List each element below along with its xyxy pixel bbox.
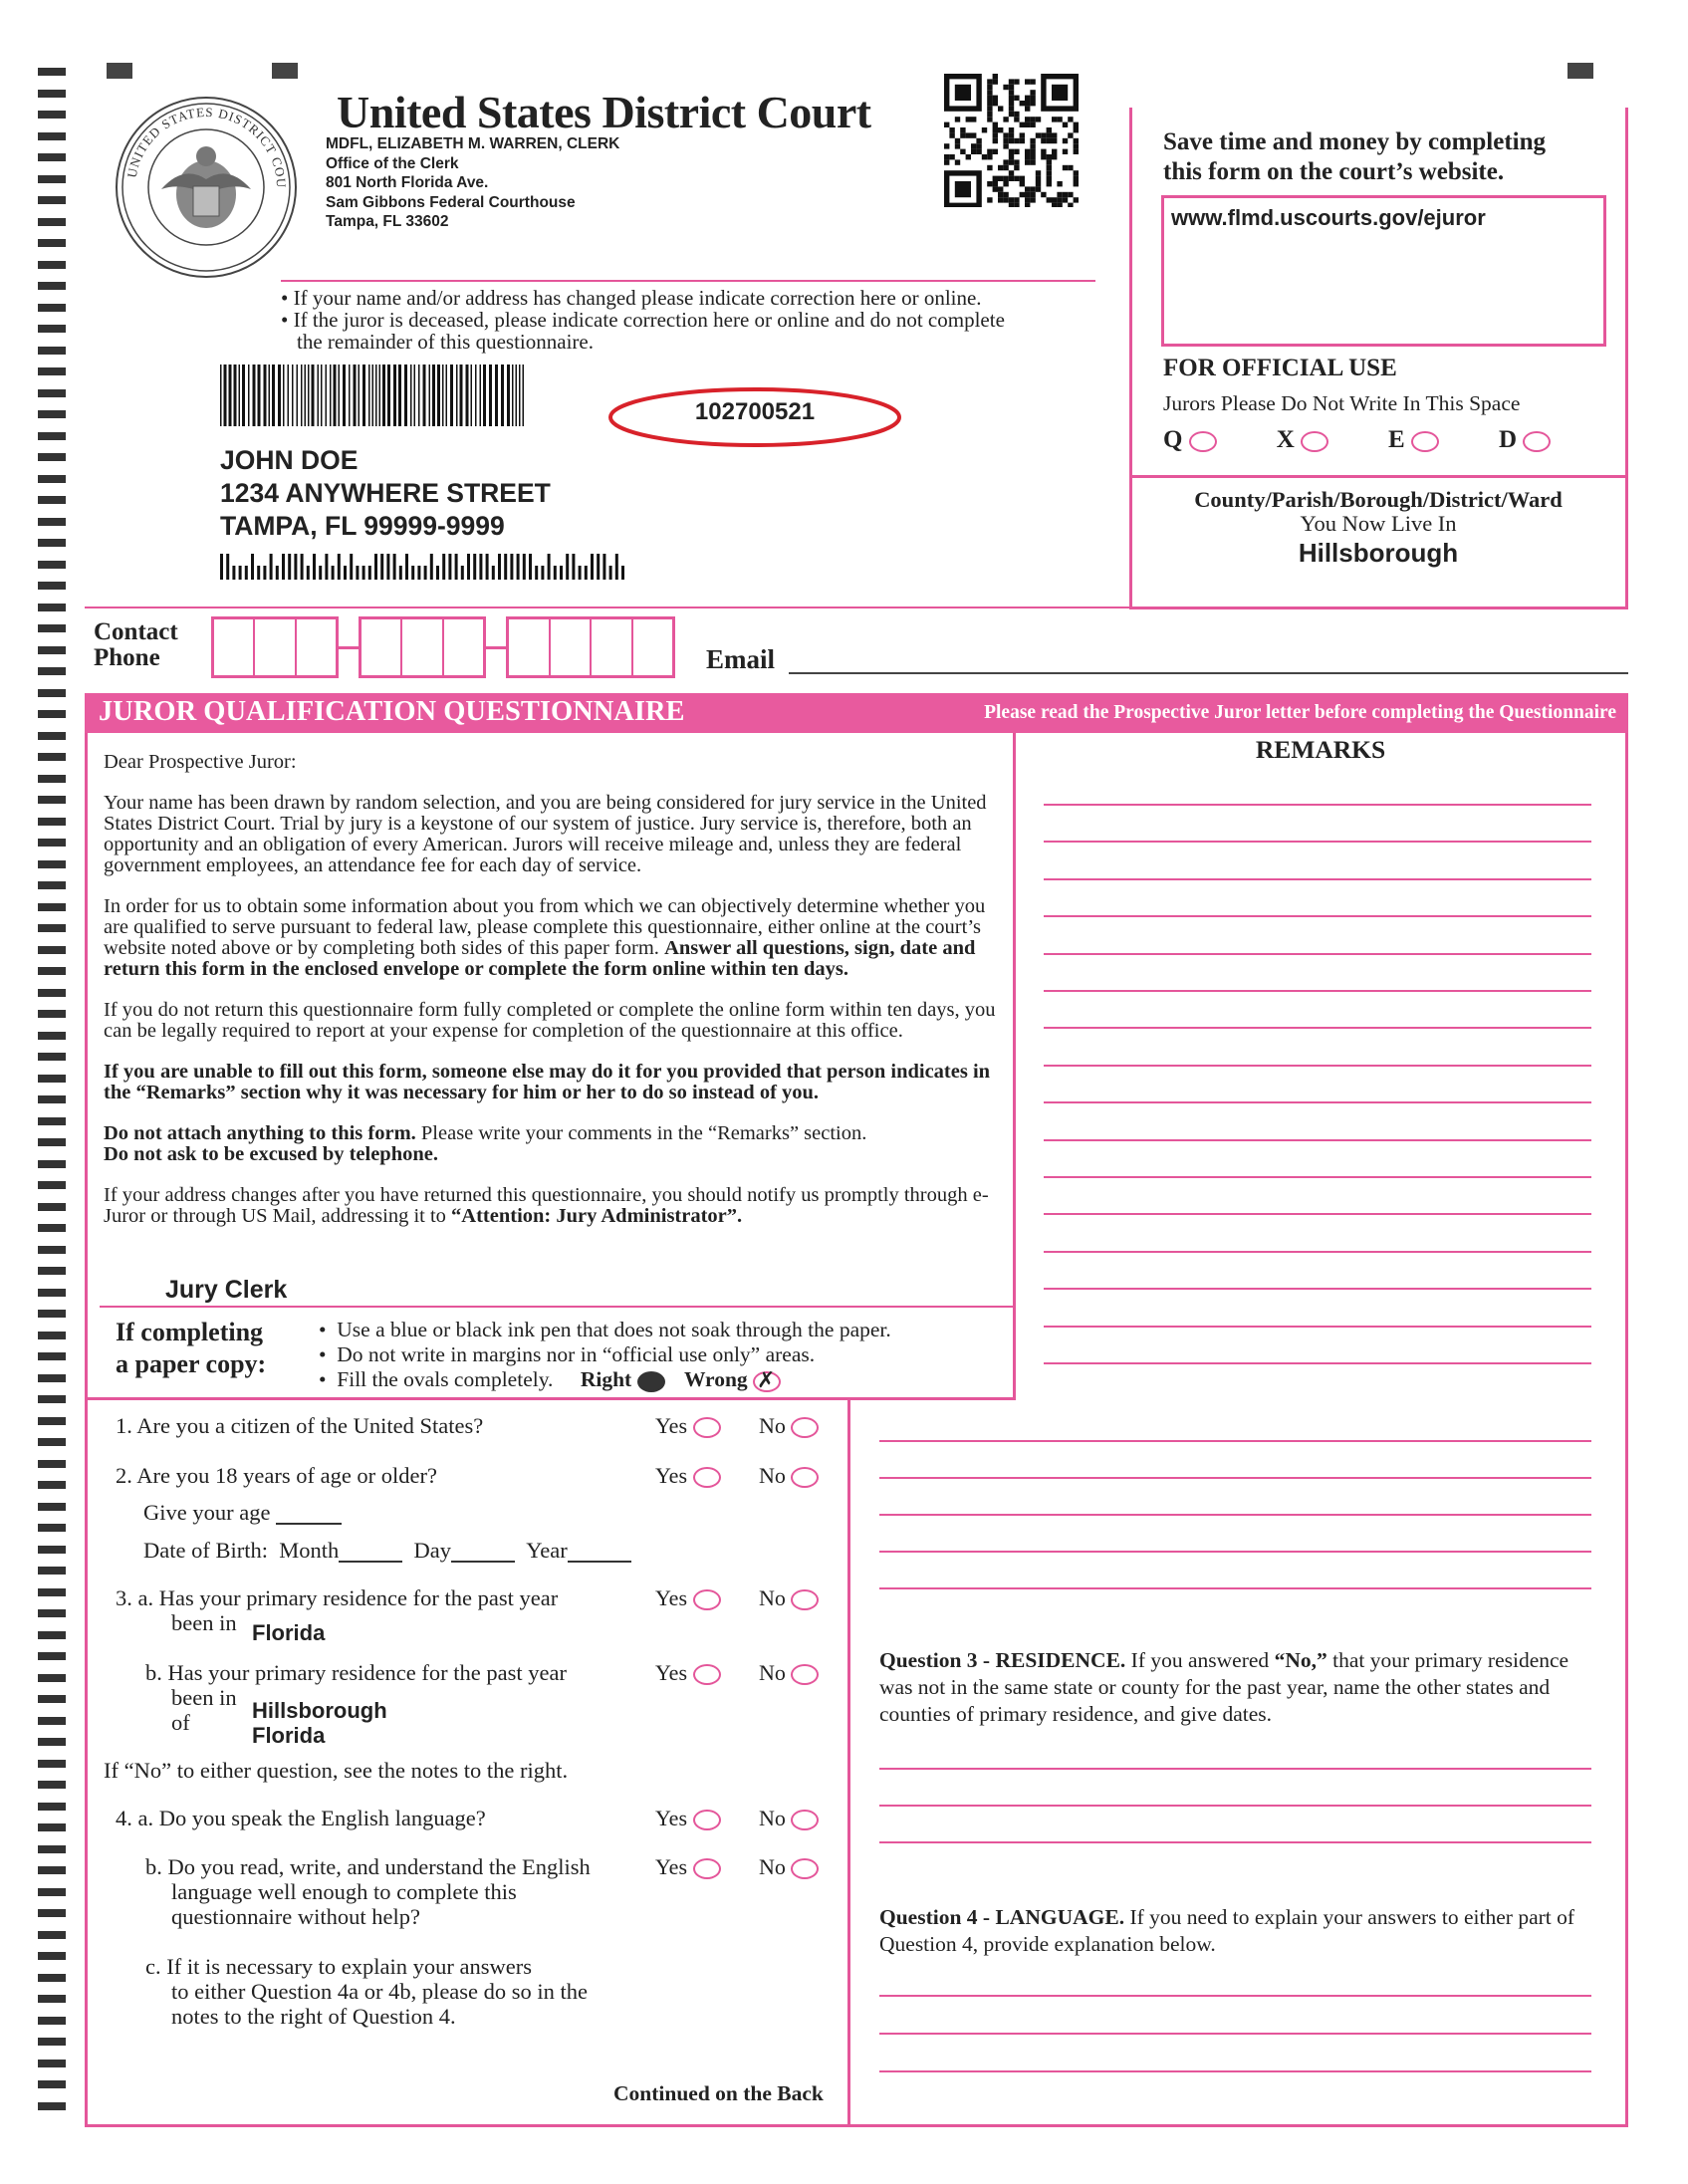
timing-mark	[38, 839, 66, 847]
timing-mark	[38, 1160, 66, 1168]
remarks-line[interactable]	[1044, 915, 1591, 917]
timing-mark	[38, 604, 66, 611]
question-3a: 3. a. Has your primary residence for the past year	[116, 1585, 559, 1610]
timing-mark	[38, 967, 66, 975]
timing-mark	[38, 1695, 66, 1703]
q1-no-oval[interactable]	[791, 1417, 819, 1438]
timing-mark	[38, 2038, 66, 2046]
q3-note: If “No” to either question, see the notes to the right.	[104, 1758, 569, 1783]
timing-mark	[38, 304, 66, 312]
remarks-line[interactable]	[879, 2033, 1591, 2035]
official-oval-q	[1189, 431, 1217, 452]
timing-mark	[38, 1503, 66, 1511]
remarks-line[interactable]	[1044, 841, 1591, 843]
svg-text:UNITED STATES DISTRICT COURT: UNITED STATES DISTRICT COU	[123, 104, 290, 189]
timing-mark	[38, 239, 66, 247]
timing-mark	[38, 1652, 66, 1660]
timing-mark	[38, 1289, 66, 1297]
timing-mark	[38, 1075, 66, 1083]
remarks-line[interactable]	[879, 1514, 1591, 1516]
timing-mark	[38, 1032, 66, 1040]
juror-id: 102700521	[694, 398, 816, 425]
timing-mark	[38, 496, 66, 504]
remarks-line[interactable]	[879, 1995, 1591, 1997]
questionnaire-banner	[85, 693, 1628, 733]
remarks-title: REMARKS	[1255, 735, 1386, 764]
timing-mark	[38, 1609, 66, 1617]
court-seal	[114, 95, 299, 280]
postal-barcode	[220, 554, 626, 580]
q4a-yes-option[interactable]: Yes	[655, 1806, 721, 1831]
timing-mark	[38, 1546, 66, 1554]
timing-mark	[38, 1845, 66, 1853]
official-use-heading: FOR OFFICIAL USE	[1163, 355, 1397, 381]
timing-mark	[38, 582, 66, 590]
q4b-yes-option[interactable]: Yes	[655, 1854, 721, 1880]
timing-mark	[38, 432, 66, 440]
question-4a: 4. a. Do you speak the English language?	[116, 1806, 486, 1830]
timing-mark	[38, 624, 66, 632]
q3a-state: Florida	[252, 1620, 326, 1645]
timing-mark	[38, 796, 66, 804]
q3-residence-note: Question 3 - RESIDENCE. If you answered “No,” that your primary residence was not in the same state or county for the past year, name the other states and counties of primary residence, and give dates.	[879, 1648, 1569, 1726]
question-4b: b. Do you read, write, and understand the English language well enough to complete this questionnaire without help?	[145, 1854, 591, 1929]
phone-input[interactable]	[211, 616, 675, 678]
official-oval-e	[1411, 431, 1439, 452]
timing-mark	[38, 1567, 66, 1575]
timing-mark	[38, 710, 66, 718]
q1-yes-oval[interactable]	[693, 1417, 721, 1438]
remarks-line[interactable]	[1044, 1326, 1591, 1328]
q3b-no-option[interactable]: No	[759, 1660, 819, 1686]
remarks-line[interactable]	[1044, 1101, 1591, 1103]
q2-no-option[interactable]: No	[759, 1463, 819, 1489]
remarks-line[interactable]	[879, 1551, 1591, 1553]
timing-mark	[38, 753, 66, 761]
q4a-no-oval[interactable]	[791, 1810, 819, 1830]
timing-mark	[38, 1631, 66, 1639]
q3a-yes-option[interactable]: Yes	[655, 1585, 721, 1611]
q3b-county-state: Hillsborough Florida	[252, 1698, 387, 1748]
timing-mark	[38, 989, 66, 997]
timing-mark	[38, 153, 66, 161]
q3a-no-oval[interactable]	[791, 1589, 819, 1610]
timing-mark	[38, 1332, 66, 1339]
timing-mark	[38, 1866, 66, 1874]
timing-mark	[38, 1803, 66, 1811]
timing-mark	[38, 1931, 66, 1939]
timing-mark	[38, 1438, 66, 1446]
official-oval-d	[1523, 431, 1551, 452]
timing-mark	[38, 1481, 66, 1489]
q4a-yes-oval[interactable]	[693, 1810, 721, 1830]
q4b-no-option[interactable]: No	[759, 1854, 819, 1880]
dob-year-field[interactable]	[568, 1561, 631, 1563]
registration-mark	[1567, 63, 1593, 79]
timing-mark	[38, 667, 66, 675]
timing-mark	[38, 1395, 66, 1403]
dob-label: Date of Birth: Month Day Year	[143, 1538, 631, 1563]
letter-greeting: Dear Prospective Juror:	[104, 751, 297, 773]
timing-mark	[38, 1010, 66, 1018]
letter-paragraph: In order for us to obtain some information about you from which we can objectively determine whether you are qualified to serve pursuant to federal law, please complete this questionnaire, either online at the court’s website noted above or by completing both sides of this paper form. Answer all questions, sign, date and return this form in the enclosed envelope or complete the form online within ten days.	[104, 895, 986, 980]
website-heading: Save time and money by completing this form on the court’s website.	[1163, 128, 1547, 185]
remarks-line[interactable]	[1044, 878, 1591, 880]
county-label: County/Parish/Borough/District/Ward You Now Live In	[1194, 487, 1563, 536]
timing-mark	[38, 539, 66, 547]
timing-mark	[38, 1053, 66, 1061]
timing-mark	[38, 389, 66, 397]
timing-mark	[38, 689, 66, 697]
q3b-no-oval[interactable]	[791, 1664, 819, 1685]
timing-mark	[38, 2102, 66, 2110]
timing-mark	[38, 1460, 66, 1468]
question-4c: c. If it is necessary to explain your answers to either Question 4a or 4b, please do so in the notes to the right of Question 4.	[145, 1954, 589, 2029]
timing-mark	[38, 218, 66, 226]
timing-mark	[38, 860, 66, 868]
contact-phone-label: Contact Phone	[94, 618, 178, 671]
timing-mark	[38, 1095, 66, 1103]
timing-mark	[38, 1352, 66, 1360]
remarks-line[interactable]	[879, 1805, 1591, 1807]
q2-no-oval[interactable]	[791, 1467, 819, 1488]
letter-paragraph: If your address changes after you have returned this questionnaire, you should notify us promptly through e-Juror or through US Mail, addressing it to “Attention: Jury Administrator”.	[104, 1184, 989, 1227]
timing-mark	[38, 367, 66, 375]
juror-street: 1234 ANYWHERE STREET	[220, 478, 551, 508]
letter-paragraph: If you do not return this questionnaire form fully completed or complete the online form within ten days, you can be legally required to report at your expense for completion of the questionnaire at this office.	[104, 999, 996, 1042]
juror-city: TAMPA, FL 99999-9999	[220, 511, 505, 541]
continued-note: Continued on the Back	[613, 2081, 824, 2105]
paper-copy-instructions: • Use a blue or black ink pen that does not soak through the paper. • Do not write in margins nor in “official use only” areas. • Fill the ovals completely. Right Wrong ✗	[319, 1318, 891, 1392]
county-value: Hillsborough	[1298, 538, 1459, 568]
timing-mark	[38, 325, 66, 333]
timing-mark	[38, 732, 66, 740]
letter-body	[104, 752, 1000, 1227]
remarks-line[interactable]	[879, 1587, 1591, 1589]
q4a-no-option[interactable]: No	[759, 1806, 819, 1831]
q3b-yes-oval[interactable]	[693, 1664, 721, 1685]
timing-mark	[38, 561, 66, 569]
timing-mark	[38, 946, 66, 954]
timing-mark	[38, 175, 66, 183]
timing-mark	[38, 1224, 66, 1232]
question-3b-cont: been in	[171, 1685, 237, 1710]
remarks-line[interactable]	[1044, 1027, 1591, 1029]
mailing-address	[220, 444, 551, 543]
question-3b: b. Has your primary residence for the past year	[145, 1660, 567, 1685]
juror-name: JOHN DOE	[220, 445, 359, 475]
timing-mark	[38, 1203, 66, 1211]
remarks-line[interactable]	[879, 1768, 1591, 1770]
registration-mark	[272, 63, 298, 79]
timing-mark	[38, 881, 66, 889]
age-field[interactable]	[276, 1523, 342, 1525]
remarks-line[interactable]	[1044, 1139, 1591, 1141]
timing-mark	[38, 1995, 66, 2003]
q1-yes-option[interactable]: Yes	[655, 1413, 721, 1439]
timing-mark	[38, 1909, 66, 1917]
timing-mark	[38, 1952, 66, 1960]
official-oval-x	[1301, 431, 1328, 452]
q3a-yes-oval[interactable]	[693, 1589, 721, 1610]
registration-mark	[107, 63, 132, 79]
phone-prefix[interactable]	[359, 616, 486, 678]
remarks-line[interactable]	[1044, 1065, 1591, 1067]
timing-mark	[38, 1524, 66, 1532]
timing-mark	[38, 818, 66, 826]
dob-month-field[interactable]	[339, 1561, 402, 1563]
letter-paragraph: Do not attach anything to this form. Please write your comments in the “Remarks” section. Do not ask to be excused by telephone.	[104, 1122, 867, 1165]
website-url[interactable]: www.flmd.uscourts.gov/ejuror	[1171, 205, 1486, 230]
timing-mark	[38, 1823, 66, 1831]
timing-mark	[38, 261, 66, 269]
timing-mark	[38, 2080, 66, 2088]
remarks-line[interactable]	[1044, 1362, 1591, 1364]
qr-code	[944, 74, 1082, 207]
timing-mark	[38, 132, 66, 140]
official-use-codes: Q X E D	[1163, 426, 1551, 454]
timing-mark	[38, 903, 66, 911]
barcode	[220, 364, 525, 426]
change-notes: • If your name and/or address has changed please indicate correction here or online. • If the juror is deceased, please indicate correction here or online and do not complete the remainder of this questionnaire.	[281, 286, 1005, 354]
question-3a-cont: been in	[171, 1610, 237, 1635]
timing-mark	[38, 2017, 66, 2025]
timing-mark	[38, 111, 66, 119]
age-label: Give your age	[143, 1500, 342, 1525]
remarks-line[interactable]	[1044, 1176, 1591, 1178]
timing-mark	[38, 347, 66, 355]
wrong-oval-example: ✗	[753, 1371, 781, 1392]
banner-note: Please read the Prospective Juror letter before completing the Questionnaire	[984, 702, 1616, 723]
letter-paragraph: Your name has been drawn by random selection, and you are being considered for jury service in the United States District Court. Trial by jury is a keystone of our system of justice. Jury service is, therefore, both an opportunity and an obligation of every American. Jurors will receive mileage and, unless they are federal government employees, an attendance fee for each day of service.	[104, 792, 987, 876]
q2-yes-oval[interactable]	[693, 1467, 721, 1488]
paper-copy-label: If completing a paper copy:	[116, 1318, 267, 1378]
timing-mark	[38, 90, 66, 98]
right-oval-example	[637, 1371, 665, 1392]
timing-mark	[38, 1310, 66, 1318]
question-3b-cont: of	[171, 1710, 190, 1735]
court-address: MDFL, ELIZABETH M. WARREN, CLERK Office of the Clerk 801 North Florida Ave. Sam Gibbons Federal Courthouse Tampa, FL 33602	[326, 135, 620, 230]
q3a-no-option[interactable]: No	[759, 1585, 819, 1611]
timing-mark	[38, 1181, 66, 1189]
letter-paragraph: If you are unable to fill out this form, someone else may do it for you provided that person indicates in the “Remarks” section why it was necessary for him or her to do so instead of you.	[104, 1061, 991, 1103]
timing-mark	[38, 1417, 66, 1425]
remarks-line[interactable]	[1044, 953, 1591, 955]
q4-language-note: Question 4 - LANGUAGE. If you need to explain your answers to either part of Question 4, provide explanation below.	[879, 1905, 1575, 1956]
timing-mark	[38, 282, 66, 290]
timing-mark	[38, 410, 66, 418]
q1-no-option[interactable]: No	[759, 1413, 819, 1439]
timing-mark	[38, 1138, 66, 1146]
timing-mark	[38, 924, 66, 932]
timing-mark	[38, 196, 66, 204]
q2-yes-option[interactable]: Yes	[655, 1463, 721, 1489]
official-use-subheading: Jurors Please Do Not Write In This Space	[1163, 391, 1521, 415]
timing-mark	[38, 646, 66, 654]
timing-mark	[38, 1117, 66, 1125]
court-name: United States District Court	[337, 87, 871, 137]
timing-mark	[38, 1781, 66, 1789]
timing-mark	[38, 1717, 66, 1725]
phone-line-number[interactable]	[506, 616, 675, 678]
banner-title: JUROR QUALIFICATION QUESTIONNAIRE	[99, 696, 685, 727]
signature: Jury Clerk	[165, 1276, 288, 1304]
timing-mark	[38, 1974, 66, 1982]
dob-day-field[interactable]	[451, 1561, 515, 1563]
timing-mark	[38, 453, 66, 461]
timing-mark	[38, 2060, 66, 2067]
timing-mark	[38, 1267, 66, 1275]
timing-mark	[38, 1246, 66, 1254]
timing-mark	[38, 475, 66, 483]
question-2: 2. Are you 18 years of age or older?	[116, 1463, 438, 1488]
timing-mark	[38, 1760, 66, 1768]
timing-mark	[38, 1588, 66, 1596]
remarks-line[interactable]	[1044, 990, 1591, 992]
remarks-line[interactable]	[879, 1440, 1591, 1442]
timing-mark	[38, 1738, 66, 1746]
phone-area-code[interactable]	[211, 616, 339, 678]
timing-mark	[38, 1374, 66, 1382]
timing-mark	[38, 68, 66, 76]
remarks-line[interactable]	[879, 1841, 1591, 1843]
timing-mark	[38, 518, 66, 526]
timing-mark	[38, 1674, 66, 1682]
question-1: 1. Are you a citizen of the United States?	[116, 1413, 484, 1438]
q4b-yes-oval[interactable]	[693, 1858, 721, 1879]
q4b-no-oval[interactable]	[791, 1858, 819, 1879]
remarks-line[interactable]	[879, 2070, 1591, 2072]
remarks-line[interactable]	[1044, 1288, 1591, 1290]
remarks-line[interactable]	[1044, 1213, 1591, 1215]
q3b-yes-option[interactable]: Yes	[655, 1660, 721, 1686]
email-field[interactable]	[789, 672, 1628, 674]
timing-mark	[38, 1888, 66, 1896]
email-label: Email	[706, 644, 776, 674]
remarks-line[interactable]	[879, 1477, 1591, 1479]
timing-mark	[38, 775, 66, 783]
remarks-line[interactable]	[1044, 1251, 1591, 1253]
remarks-line[interactable]	[1044, 804, 1591, 806]
